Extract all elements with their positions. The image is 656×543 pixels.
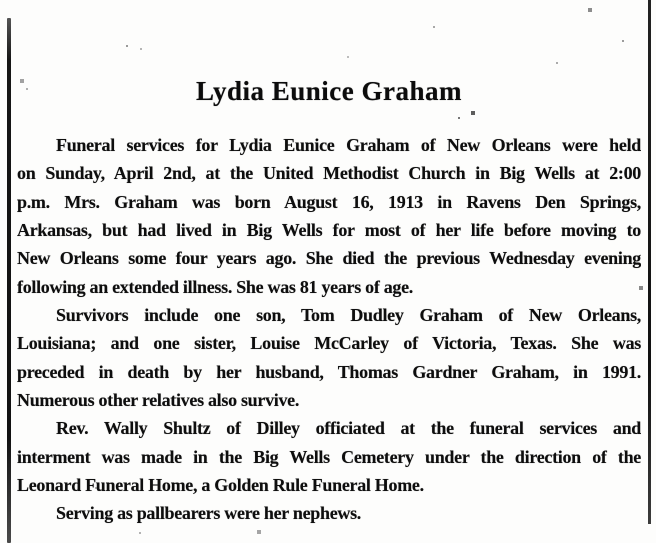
obituary-line: p.m. Mrs. Graham was born August 16, 1913 in Ravens Den Springs, (17, 191, 641, 212)
obituary-line: Numerous other relatives also survive. (17, 390, 300, 411)
scan-edge-line-right (648, 0, 651, 524)
obituary-line: Leonard Funeral Home, a Golden Rule Funeral Home. (17, 475, 424, 496)
obituary-line: following an extended illness. She was 81 years of age. (17, 276, 414, 297)
obituary-line: preceded in death by her husband, Thomas Gardner Graham, in 1991. (17, 361, 641, 382)
obituary-line: Rev. Wally Shultz of Dilley officiated at the funeral services and (56, 418, 641, 439)
obituary-line: interment was made in the Big Wells Cemetery under the direction of the (17, 446, 641, 467)
obituary-title: Lydia Eunice Graham (195, 76, 463, 106)
obituary-line: Survivors include one son, Tom Dudley Graham of New Orleans, (56, 305, 641, 326)
obituary-line: Serving as pallbearers were her nephews. (56, 503, 361, 524)
obituary-line: Funeral services for Lydia Eunice Graham of New Orleans were held (56, 135, 641, 155)
obituary-line: New Orleans some four years ago. She died the previous Wednesday evening (17, 248, 641, 269)
scan-noise-specks (0, 0, 2, 2)
obituary-line: Louisiana; and one sister, Louise McCarley of Victoria, Texas. She was (17, 333, 641, 354)
scan-edge-line-left (7, 18, 11, 543)
obituary-body (17, 131, 641, 528)
obituary-line: on Sunday, April 2nd, at the United Methodist Church in Big Wells at 2:00 (17, 163, 641, 184)
obituary-line: Arkansas, but had lived in Big Wells for most of her life before moving to (17, 220, 641, 241)
